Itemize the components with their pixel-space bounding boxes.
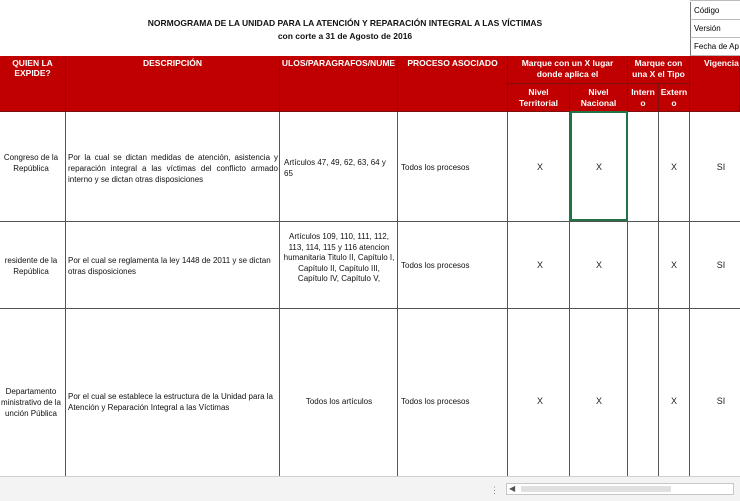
cell-descripcion[interactable]: Por el cual se reglamenta la ley 1448 de 2011 y se dictan otras disposiciones [68, 256, 271, 276]
sheet-subtitle: con corte a 31 de Agosto de 2016 [277, 31, 413, 41]
cell-territorial[interactable]: X [536, 396, 543, 406]
col-divider [507, 112, 508, 476]
cell-articulos[interactable]: Artículos 47, 49, 62, 63, 64 y 65 [284, 158, 386, 178]
header-marque-tipo[interactable]: Marque con una X el Tipo [628, 56, 690, 84]
cell-articulos[interactable]: Artículos 109, 110, 111, 112, 113, 114, 115 y 116 atencion humanitaria Titulo II, Capítulo I, Capítulo II, Capítulo III, Capítulo IV, Capítulo V, [283, 232, 395, 283]
cell-territorial[interactable]: X [536, 162, 543, 172]
header-articulos[interactable]: ULOS/PARAGRAFOS/NUME [280, 56, 398, 112]
header-marque-lugar[interactable]: Marque con un X lugar donde aplica el [508, 56, 628, 84]
scroll-left-icon[interactable]: ◀ [509, 484, 516, 493]
cell-nacional[interactable]: X [595, 162, 602, 172]
cell-vigencia[interactable]: SI [716, 162, 726, 172]
header-quien[interactable]: QUIEN LA EXPIDE? [0, 56, 66, 112]
horizontal-scrollbar[interactable] [506, 483, 734, 495]
split-grip-icon[interactable]: ⋮ [490, 485, 499, 495]
cell-proceso[interactable]: Todos los procesos [401, 163, 470, 172]
status-bar [0, 476, 740, 501]
meta-codigo[interactable]: Código [690, 2, 740, 20]
cell-descripcion[interactable]: Por el cual se establece la estructura de la Unidad para la Atención y Reparación Integral a las Víctimas [68, 392, 274, 412]
sheet-title: NORMOGRAMA DE LA UNIDAD PARA LA ATENCIÓN Y REPARACIÓN INTEGRAL A LAS VÍCTIMAS [147, 18, 543, 28]
cell-externo[interactable]: X [670, 260, 677, 270]
title-area[interactable] [0, 0, 690, 57]
col-divider [397, 112, 398, 476]
cell-externo[interactable]: X [670, 162, 677, 172]
header-proceso[interactable]: PROCESO ASOCIADO [398, 56, 508, 112]
row-divider [0, 308, 740, 309]
meta-version[interactable]: Versión [690, 20, 740, 38]
cell-nacional[interactable]: X [595, 396, 602, 406]
col-divider [65, 112, 66, 476]
cell-vigencia[interactable]: SI [716, 396, 726, 406]
header-externo[interactable]: Extern o [659, 84, 690, 112]
cell-quien[interactable]: Departamento ministrativo de la unción Pública [0, 387, 62, 418]
cell-proceso[interactable]: Todos los procesos [401, 397, 470, 406]
col-divider [658, 112, 659, 476]
cell-nacional[interactable]: X [595, 260, 602, 270]
header-descripcion[interactable]: DESCRIPCIÓN [66, 56, 280, 112]
cell-territorial[interactable]: X [536, 260, 543, 270]
cell-vigencia[interactable]: SI [716, 260, 726, 270]
header-nivel-nacional[interactable]: Nivel Nacional [570, 84, 628, 112]
header-interno[interactable]: Intern o [628, 84, 659, 112]
scroll-thumb[interactable] [521, 486, 671, 492]
meta-fecha[interactable]: Fecha de Ap [690, 38, 740, 56]
active-cell-selection[interactable] [570, 111, 628, 221]
cell-descripcion[interactable]: Por la cual se dictan medidas de atención, asistencia y reparación integral a las víctimas del conflicto armado interno y se dictan otras disposiciones [68, 153, 278, 184]
header-vigencia[interactable]: Vigencia [690, 56, 740, 112]
header-nivel-territorial[interactable]: Nivel Territorial [508, 84, 570, 112]
cell-articulos[interactable]: Todos los artículos [305, 397, 373, 406]
col-divider [279, 112, 280, 476]
cell-externo[interactable]: X [670, 396, 677, 406]
row-divider [0, 221, 740, 222]
cell-quien[interactable]: Congreso de la República [3, 153, 59, 173]
col-divider [689, 112, 690, 476]
cell-proceso[interactable]: Todos los procesos [401, 261, 470, 270]
cell-quien[interactable]: residente de la República [4, 256, 58, 276]
